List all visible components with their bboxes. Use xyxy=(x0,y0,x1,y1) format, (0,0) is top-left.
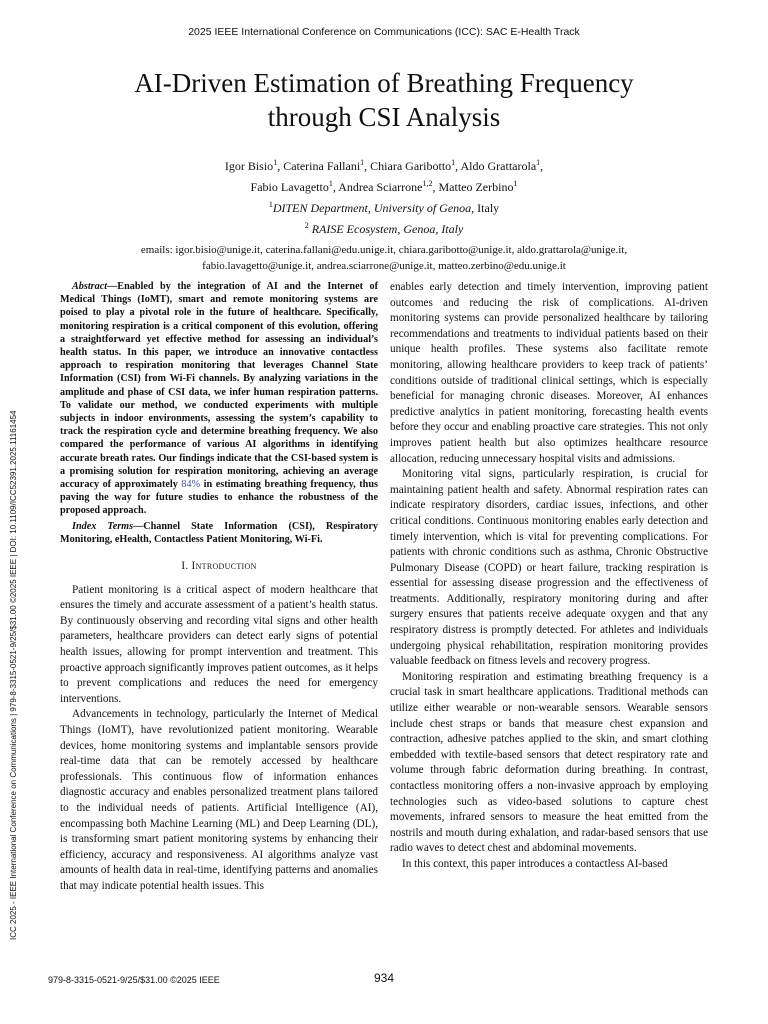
paragraph: In this context, this paper introduces a contactless AI-based xyxy=(402,857,668,870)
affil-mark: 1 xyxy=(513,179,518,188)
conference-header: 2025 IEEE International Conference on Communications (ICC): SAC E-Health Track xyxy=(188,26,580,38)
paragraph: enables early detection and timely intervention, improving patient outcomes and reducing the risk of complications. AI-driven monitoring systems can provide personalized healthcare by tailoring recommendations and treatments to individual patients based on their unique health profiles. These systems also facilitate remote monitoring, allowing healthcare providers to keep track of patients’ conditions outside of traditional clinical settings, which is especially beneficial for managing chronic diseases. Moreover, AI enhances predictive analytics in patient monitoring, forecasting health events before they occur and enabling proactive care strategies. This not only improves patient health but also optimizes healthcare resource allocation, reducing unnecessary hospital visits and admissions. xyxy=(390,281,708,465)
affiliation-1-country: Italy xyxy=(474,201,500,215)
author-name: Fabio Lavagetto xyxy=(250,180,329,194)
email-line-2: fabio.lavagetto@unige.it, andrea.sciarrone@unige.it, matteo.zerbino@edu.unige.it xyxy=(202,260,566,272)
author-name: Caterina Fallani xyxy=(283,159,361,173)
affil-mark: 1,2 xyxy=(422,179,433,188)
paragraph: Advancements in technology, particularly the Internet of Medical Things (IoMT), have revolutionized patient monitoring. Wearable devices, home monitoring systems and implantable sensors provide real-time data that can be remotely accessed by healthcare professionals. This continuous flow of information enhances diagnostic accuracy and enables personalized treatment plans tailored to the individual needs of patients. Artificial Intelligence (AI), encompassing both Machine Learning (ML) and Deep Learning (DL), is transforming smart patient monitoring systems by enhancing their efficiency, accuracy and responsiveness. AI algorithms analyze vast amounts of health data in real-time, identifying patterns and anomalies that may indicate potential health issues. This xyxy=(60,708,378,892)
index-terms-label: Index Terms xyxy=(72,520,134,532)
index-terms-text: —Channel State Information (CSI), Respiratory Monitoring, eHealth, Contactless Patient Monitoring, Wi-Fi. xyxy=(60,520,378,545)
author-block xyxy=(40,154,728,274)
paragraph: Monitoring vital signs, particularly respiration, is crucial for maintaining patient health and safety. Abnormal respiration rates can indicate respiratory disorders, cardiac issues, infections, and other critical conditions. Continuous monitoring enables early detection and timely intervention, which is vital for preventing complications. For patients with chronic conditions such as asthma, Chronic Obstructive Pulmonary Disease (COPD) or heart failure, tracking respiration is essential for assessing disease progression and the effectiveness of treatments. Additionally, respiratory monitoring during and after surgery ensures that patients receive adequate oxygen and that any respiratory distress is promptly detected. For athletes and individuals undergoing physical rehabilitation, respiration monitoring provides valuable feedback on fitness levels and recovery progress. xyxy=(390,468,708,668)
title-line-1: AI-Driven Estimation of Breathing Frequency xyxy=(134,68,634,98)
right-column xyxy=(390,280,708,873)
affil-mark: 1 xyxy=(451,158,456,167)
doi-sidebar: ICC 2025 - IEEE International Conference on Communications | 979-8-3315-0521-9/25/$31.00 ©2025 IEEE | DOI: 10.1109/ICC52391.2025.11161454 xyxy=(9,410,18,940)
author-line-2: Fabio Lavagetto$^1$, Andrea Sciarrone$^{1,2}$, Matteo Zerbino$^1$ xyxy=(250,179,518,194)
affiliation-2 xyxy=(40,217,728,238)
affil-mark: 1 xyxy=(328,179,333,188)
author-name: Chiara Garibotto xyxy=(370,159,452,173)
footer-isbn: 979-8-3315-0521-9/25/$31.00 ©2025 IEEE xyxy=(48,975,220,985)
affil-mark: 1 xyxy=(536,158,541,167)
affiliation-2-name: RAISE Ecosystem, Genoa, Italy xyxy=(311,222,464,236)
section-heading: I. Introduction xyxy=(181,560,257,573)
affiliation-1-name: DITEN Department, University of Genoa, xyxy=(272,201,475,215)
paragraph: Patient monitoring is a critical aspect of modern healthcare that ensures the timely and accurate assessment of a patient’s health status. By continuously observing and recording vital signs and other health parameters, healthcare providers can detect early signs of potential health issues, allowing for prompt intervention and treatment. This proactive approach significantly improves patient outcomes, as it helps to prevent complications and reduces the need for emergency interventions. xyxy=(60,583,378,705)
abstract-text-a: —Enabled by the integration of AI and the Internet of Medical Things (IoMT), smart and remote monitoring systems are poised to play a pivotal role in the future of healthcare. Specifically, monitoring respiration is a critical component of this evolution, offering a straightforward yet effective method for assessing an individual’s health status. In this paper, we introduce an innovative contactless approach to respiration monitoring that leverages Channel State Information (CSI) from Wi-Fi channels. By analyzing variations in the amplitude and phase of CSI data, we infer human respiration patterns. To validate our method, we conducted experiments with multiple subjects in indoor environments, assessing the system’s capability to track the respiration cycle and determine breathing frequency. We also compared the performance of various AI algorithms in identifying accurate breath rates. Our findings indicate that the CSI-based system is a promising solution for respiration monitoring, achieving an average accuracy of approximately xyxy=(60,281,378,491)
left-column xyxy=(60,280,378,895)
email-line-1: emails: igor.bisio@unige.it, caterina.fallani@edu.unige.it, chiara.garibotto@unige.it, aldo.grattarola@unige.it, xyxy=(140,244,628,256)
title-line-2: through CSI Analysis xyxy=(267,102,501,132)
affil-mark: 2 xyxy=(304,221,309,230)
accuracy-value: 84% xyxy=(181,479,201,491)
abstract-label: Abstract xyxy=(72,281,108,292)
author-name: Andrea Sciarrone xyxy=(338,180,423,194)
email-list xyxy=(40,242,728,274)
affil-mark: 1 xyxy=(268,200,273,209)
page-number: 934 xyxy=(373,971,395,985)
affiliation-1 xyxy=(40,196,728,217)
affil-mark: 1 xyxy=(273,158,278,167)
author-name: Aldo Grattarola xyxy=(460,159,537,173)
author-name: Igor Bisio xyxy=(224,159,274,173)
paragraph: Monitoring respiration and estimating breathing frequency is a crucial task in smart healthcare applications. Traditional methods can utilize either wearable or non-wearable sensors. Wearable sensors include chest straps or bands that measure chest expansion and contraction, adhesive patches applied to the skin, and smart clothing embedded with textile-based sensors that detect respiratory rate and volume through fabric deformation during breathing. In contrast, contactless monitoring offers a non-invasive approach by employing technologies such as video-based solutions to capture chest movements, infrared sensors to measure the heat emitted from the nostrils and mouth during exhalation, and radar-based sensors that use radio waves to detect chest and abdominal movements. xyxy=(390,670,708,855)
affil-mark: 1 xyxy=(360,158,365,167)
author-line-1: Igor Bisio$^1$, Caterina Fallani$^1$, Chiara Garibotto$^1$, Aldo Grattarola$^1$, xyxy=(224,158,544,173)
abstract-text-b: in estimating breathing frequency, thus paving the way for future studies to enhance the robustness of the proposed approach. xyxy=(60,479,378,517)
index-terms xyxy=(60,520,378,546)
abstract xyxy=(60,280,378,518)
paper-title xyxy=(60,66,708,134)
author-name: Matteo Zerbino xyxy=(438,180,514,194)
